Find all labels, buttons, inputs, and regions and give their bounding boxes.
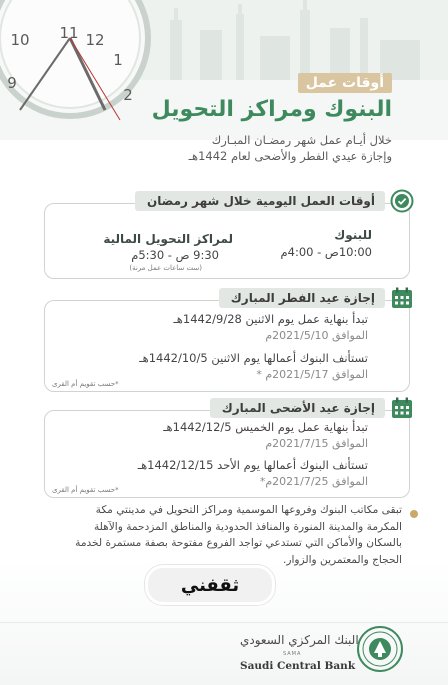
footer-divider — [0, 622, 448, 623]
daily-hours-label: أوقات العمل اليومية خلال شهر رمضان — [135, 191, 385, 211]
note-bullet — [410, 510, 418, 518]
banks-time: 10:00ص - 4:00م — [280, 245, 372, 259]
calendar-icon — [390, 286, 414, 310]
eid-fitr-label: إجازة عيد الفطر المبارك — [219, 288, 385, 308]
logo-arabic-text: البنك المركزي السعودي — [240, 633, 359, 647]
adha-footnote: *حسب تقويم أم القرى — [52, 486, 119, 494]
fitr-start-gregorian: الموافق 2021/5/10م — [265, 329, 368, 342]
fitr-resume-gregorian: الموافق 2021/5/17م * — [256, 368, 368, 381]
fitr-resume: تستأنف البنوك أعمالها يوم الاثنين 1442/10/5هـ — [139, 351, 368, 365]
clock-check-icon — [390, 189, 414, 213]
intro-line-1: خلال أيـام عمل شهر رمضـان المبـارك — [211, 133, 392, 147]
svg-text:9: 9 — [7, 74, 17, 92]
calendar-icon — [390, 396, 414, 420]
centers-label: لمراكز التحويل المالية — [103, 232, 233, 246]
eid-adha-heading — [210, 397, 414, 419]
note-text: تبقى مكاتب البنوك وفروعها الموسمية ومراكز التحويل في مدينتي مكة المكرمة والمدينة المنورة والمنافذ الحدودية والمناطق المزدحمة والآهلة بالسكان والأماكن التي تستدعي تواجد الفروع مفتوحة بصفة مستمرة لخدمة الحجاج والمعتمرين والزوار. — [75, 504, 402, 566]
page-title: البنوك ومراكز التحويل — [151, 97, 392, 122]
svg-text:2: 2 — [123, 86, 133, 104]
svg-text:1: 1 — [113, 51, 123, 69]
sama-seal-logo — [356, 625, 404, 673]
svg-text:10: 10 — [10, 31, 30, 49]
watermark-stamp: ثقفني — [145, 565, 275, 605]
fitr-start: تبدأ بنهاية عمل يوم الاثنين 1442/9/28هـ — [173, 312, 368, 326]
daily-hours-heading — [135, 190, 414, 212]
centers-time: 9:30 ص - 5:30م — [131, 248, 219, 262]
logo-english-text: Saudi Central Bank — [240, 660, 356, 672]
fitr-footnote: *حسب تقويم أم القرى — [52, 380, 119, 388]
banks-label: للبنوك — [334, 228, 372, 242]
logo-sama-text: SAMA — [283, 651, 302, 657]
centers-note: (ست ساعات عمل مرنة) — [129, 264, 202, 272]
svg-text:11: 11 — [59, 24, 79, 42]
adha-start-gregorian: الموافق 2021/7/15م — [265, 437, 368, 450]
intro-line-2: وإجازة عيدي الفطر والأضحى لعام 1442هـ — [188, 149, 392, 163]
adha-start: تبدأ بنهاية عمل يوم الخميس 1442/12/5هـ — [163, 420, 368, 434]
clock-icon — [0, 0, 148, 120]
intro-text — [72, 132, 392, 164]
header-tag: أوقات عمل — [298, 73, 392, 93]
eid-fitr-heading — [219, 287, 414, 309]
eid-adha-label: إجازة عيد الأضحى المبارك — [210, 398, 385, 418]
adha-resume-gregorian: الموافق 2021/7/25م* — [259, 475, 368, 488]
adha-resume: تستأنف البنوك أعمالها يوم الأحد 1442/12/15هـ — [137, 458, 368, 472]
svg-text:12: 12 — [85, 31, 105, 49]
